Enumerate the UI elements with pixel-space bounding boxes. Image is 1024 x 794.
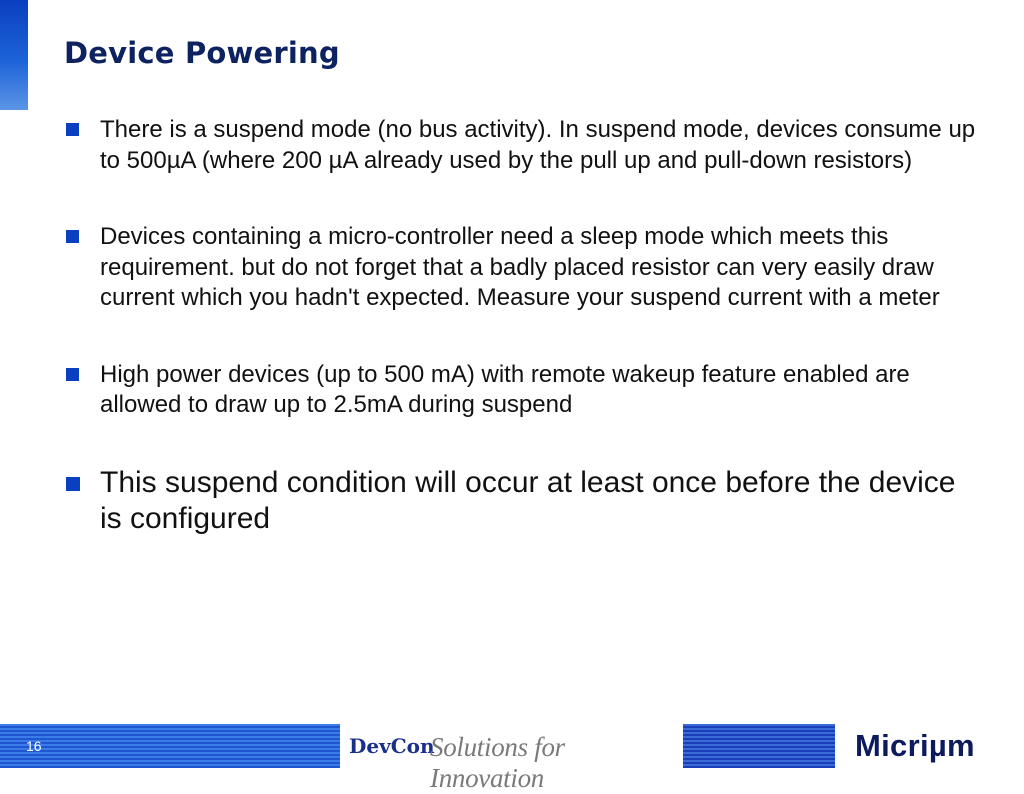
square-bullet-icon	[66, 230, 79, 243]
bullet-item	[64, 115, 984, 176]
bullet-text: High power devices (up to 500 mA) with remote wakeup feature enabled are allowed to draw up to 2.5mA during suspend	[100, 360, 910, 418]
slide-title: Device Powering	[64, 36, 340, 70]
bullet-item	[64, 360, 984, 421]
footer-band-right	[683, 724, 835, 768]
bullet-text: Devices containing a micro-controller need a sleep mode which meets this requirement. but do not forget that a badly placed resistor can very easily draw current which you hadn't expected. Measure your suspend current with a meter	[100, 223, 940, 311]
footer-band-left	[0, 724, 340, 768]
bullet-item	[64, 465, 984, 537]
square-bullet-icon	[66, 368, 79, 381]
left-accent-bar	[0, 0, 28, 110]
micrium-logo: Micriµm	[855, 728, 975, 763]
square-bullet-icon	[66, 477, 80, 491]
slide-footer	[0, 724, 1024, 793]
devcon-logo: DevCon	[349, 734, 435, 758]
bullet-list	[64, 115, 984, 537]
devcon-banner	[340, 724, 683, 793]
bullet-text: There is a suspend mode (no bus activity). In suspend mode, devices consume up to 500µA (where 200 µA already used by the pull up and pull-down resistors)	[100, 116, 976, 174]
square-bullet-icon	[66, 123, 79, 136]
page-number: 16	[26, 738, 42, 754]
micrium-banner	[835, 724, 1024, 768]
bullet-text: This suspend condition will occur at least once before the device is configured	[100, 465, 956, 535]
devcon-tagline: Solutions for Innovation	[430, 732, 565, 793]
bullet-item	[64, 222, 984, 314]
